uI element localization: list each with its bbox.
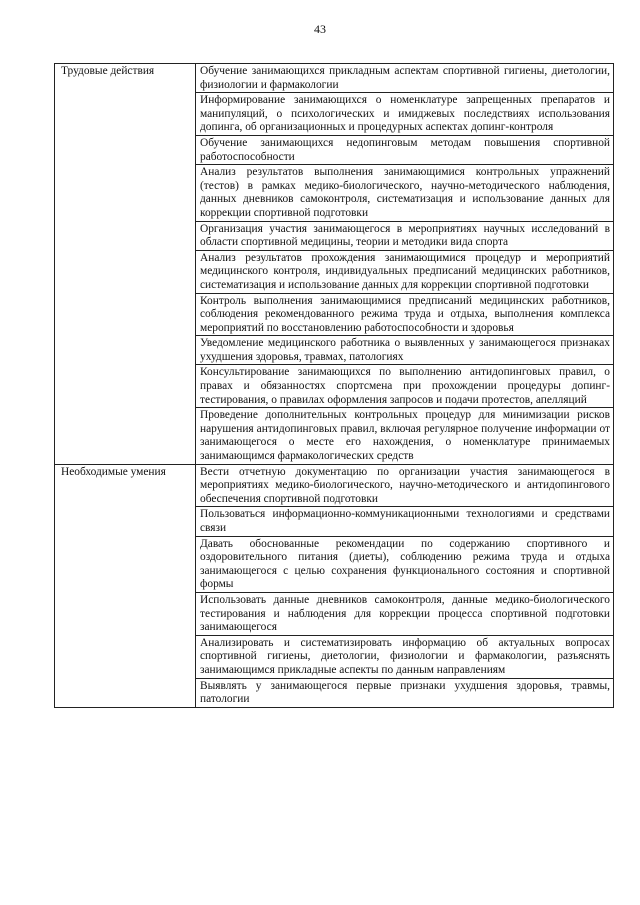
section-item: Информирование занимающихся о номенклатуре запрещенных препаратов и манипуляций, о психологических и имиджевых последствиях использования допинга, об организационных и процедурных аспектах допинг-контроля [196, 93, 614, 136]
section-item: Консультирование занимающихся по выполнению антидопинговых правил, о правах и обязанностях спортсмена при прохождении процедуры допинг-тестирования, о правилах оформления запросов и подачи протестов, апелляций [196, 365, 614, 408]
section-item: Организация участия занимающегося в мероприятиях научных исследований в области спортивной медицины, теории и методики вида спорта [196, 221, 614, 250]
section-item: Использовать данные дневников самоконтроля, данные медико-биологического тестирования и наблюдения для коррекции процесса спортивной подготовки занимающегося [196, 592, 614, 635]
section-item: Уведомление медицинского работника о выявленных у занимающегося признаках ухудшения здоровья, травмах, патологиях [196, 336, 614, 365]
section-item: Обучение занимающихся прикладным аспектам спортивной гигиены, диетологии, физиологии и фармакологии [196, 64, 614, 93]
section-item: Анализ результатов прохождения занимающимися процедур и мероприятий медицинского контроля, индивидуальных предписаний медицинских работников, систематизация и использование данных для коррекции спортивной подготовки [196, 250, 614, 293]
table-row [55, 464, 614, 507]
section-label: Трудовые действия [55, 64, 196, 465]
section-item: Контроль выполнения занимающимися предписаний медицинских работников, соблюдения рекомендованного режима труда и отдыха, выполнения комплекса мероприятий по восстановлению работоспособности и здоровья [196, 293, 614, 336]
table-row [55, 64, 614, 93]
section-item: Анализ результатов выполнения занимающимися контрольных упражнений (тестов) в рамках медико-биологического, научно-методического наблюдения, данных дневников самоконтроля, систематизация и использование данных для коррекции спортивной подготовки [196, 165, 614, 221]
section-item: Выявлять у занимающегося первые признаки ухудшения здоровья, травмы, патологии [196, 678, 614, 707]
section-item: Проведение дополнительных контрольных процедур для минимизации рисков нарушения антидопинговых правил, включая регулярное получение информации от занимающегося о месте его нахождения, о номенклатуре принимаемых занимающимся фармакологических средств [196, 408, 614, 464]
section-item: Пользоваться информационно-коммуникационными технологиями и средствами связи [196, 507, 614, 536]
page-number: 43 [314, 22, 326, 36]
competency-table [54, 63, 614, 708]
section-item: Анализировать и систематизировать информацию об актуальных вопросах спортивной гигиены, диетологии, физиологии и фармакологии, разъяснять занимающимся прикладные аспекты по данным направлениям [196, 635, 614, 678]
section-label: Необходимые умения [55, 464, 196, 707]
section-item: Обучение занимающихся недопинговым методам повышения спортивной работоспособности [196, 135, 614, 164]
section-item: Вести отчетную документацию по организации участия занимающегося в мероприятиях медико-биологического, научно-методического и антидопингового обеспечения спортивной подготовки [196, 464, 614, 507]
section-item: Давать обоснованные рекомендации по содержанию спортивного и оздоровительного питания (диеты), соблюдению режима труда и отдыха занимающегося с целью сохранения функционального состояния и спортивной формы [196, 536, 614, 592]
